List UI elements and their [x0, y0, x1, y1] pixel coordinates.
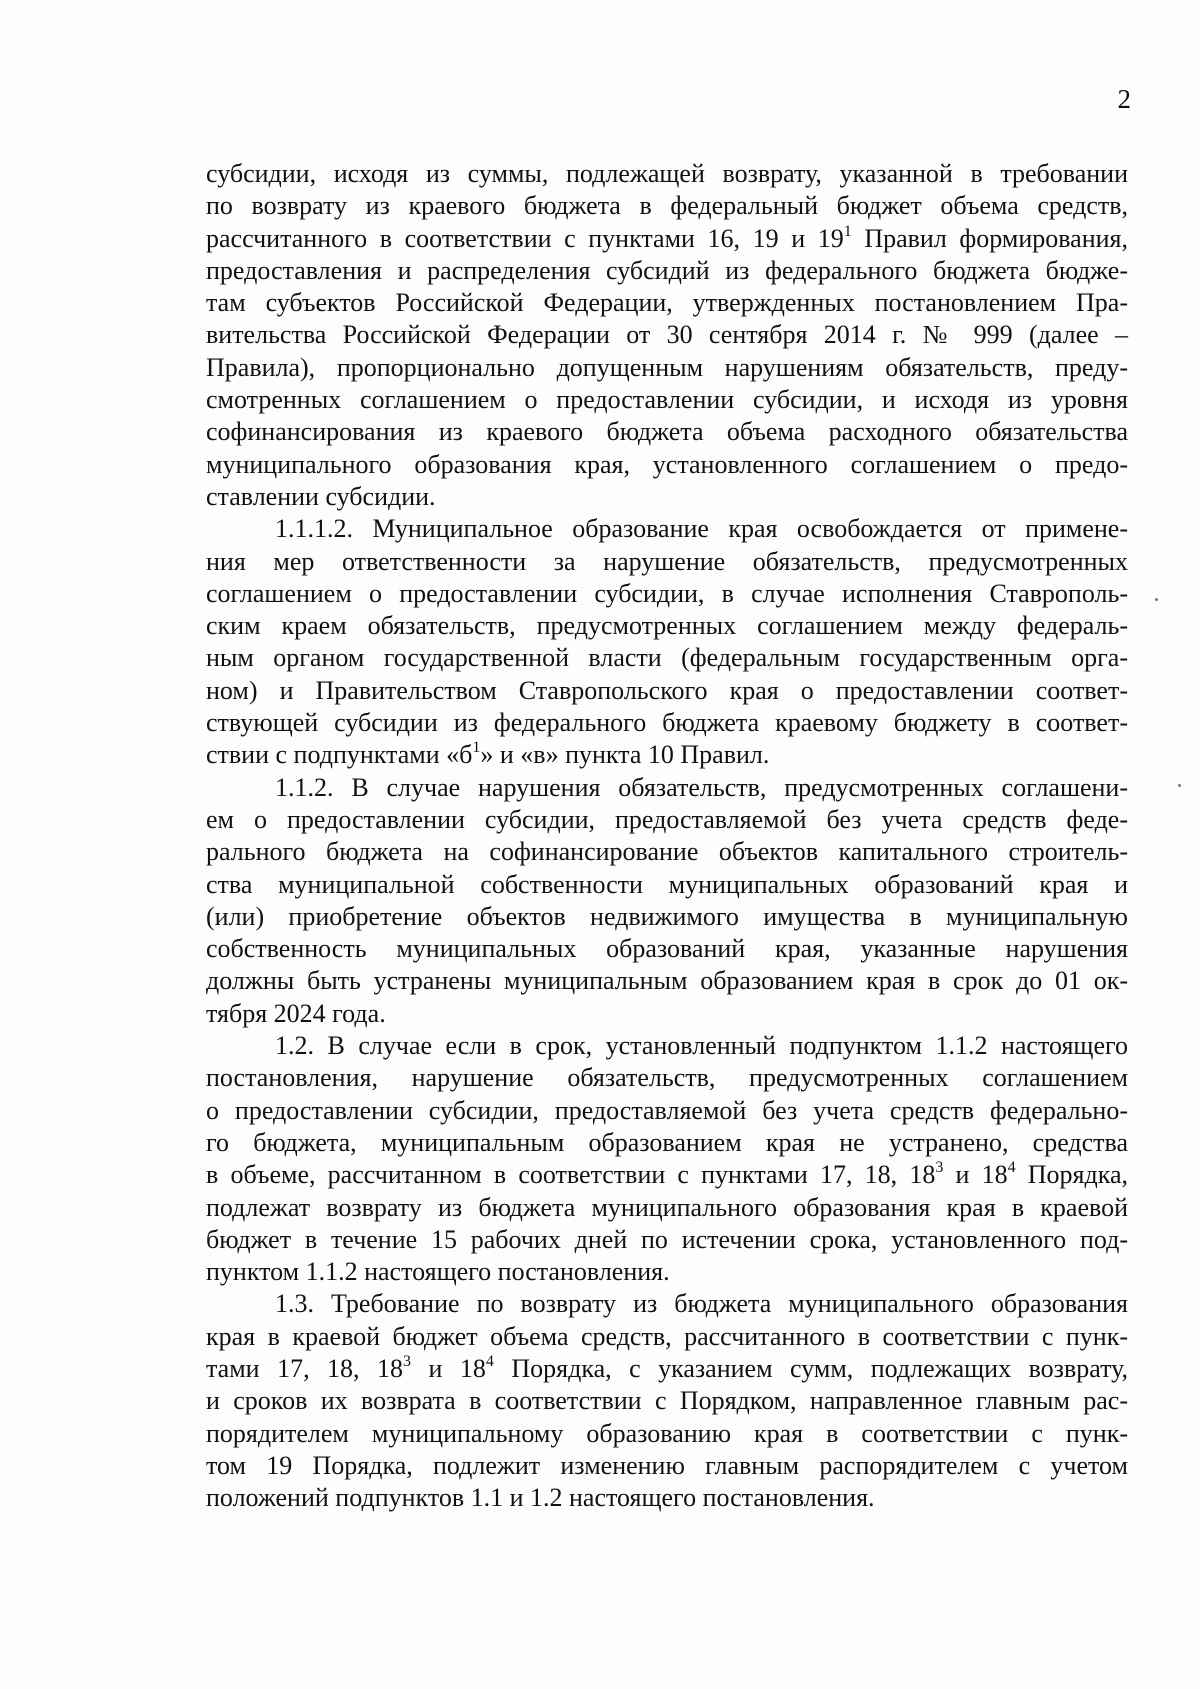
superscript: 3	[935, 1159, 944, 1177]
text-line	[206, 158, 1128, 190]
line-text: ставлении субсидии.	[206, 481, 436, 511]
line-text: 1.3. Требование по возврату из бюджета муниципального образования	[275, 1289, 1128, 1319]
line-text: Порядка,	[1015, 1160, 1128, 1190]
text-line	[206, 1288, 1128, 1320]
body-text	[206, 158, 1128, 1514]
line-text: постановления, нарушение обязательств, предусмотренных соглашением	[206, 1063, 1128, 1093]
text-line	[206, 901, 1128, 933]
line-text: том 19 Порядка, подлежит изменению главным распорядителем с учетом	[206, 1450, 1128, 1480]
line-text: ства муниципальной собственности муниципальных образований края и	[206, 869, 1128, 899]
line-text: ния мер ответственности за нарушение обязательств, предусмотренных	[206, 546, 1128, 576]
line-text: должны быть устранены муниципальным образованием края в срок до 01 ок-	[206, 966, 1128, 996]
text-line	[206, 1192, 1128, 1224]
line-text: 1.1.1.2. Муниципальное образование края освобождается от примене-	[275, 514, 1128, 544]
line-text: софинансирования из краевого бюджета объема расходного обязательства	[206, 417, 1128, 447]
scan-speck	[1155, 598, 1158, 601]
line-text: положений подпунктов 1.1 и 1.2 настоящего постановления.	[206, 1483, 875, 1513]
text-line	[206, 1385, 1128, 1417]
text-line	[206, 642, 1128, 674]
line-text: субсидии, исходя из суммы, подлежащей возврату, указанной в требовании	[206, 159, 1128, 188]
line-text: предоставления и распределения субсидий из федерального бюджета бюдже-	[206, 255, 1128, 285]
superscript: 4	[485, 1352, 494, 1370]
text-line	[206, 1224, 1128, 1256]
line-text: рального бюджета на софинансирование объектов капитального строитель-	[206, 837, 1128, 867]
text-line	[206, 513, 1128, 545]
text-line	[206, 1062, 1128, 1094]
text-line	[206, 1353, 1128, 1385]
line-text: и 18	[411, 1353, 486, 1383]
line-text: ным органом государственной власти (федеральным государственным орга-	[206, 643, 1128, 673]
line-text: 1.2. В случае если в срок, установленный подпунктом 1.1.2 настоящего	[275, 1031, 1128, 1061]
line-text: (или) приобретение объектов недвижимого имущества в муниципальную	[206, 901, 1128, 931]
line-text: там субъектов Российской Федерации, утвержденных постановлением Пра-	[206, 288, 1128, 318]
line-text: порядителем муниципальному образованию края в соответствии с пунк-	[206, 1418, 1128, 1448]
line-text: по возврату из краевого бюджета в федеральный бюджет объема средств,	[206, 191, 1128, 221]
text-line	[206, 1159, 1128, 1191]
text-line	[206, 739, 1128, 771]
text-line	[206, 1450, 1128, 1482]
line-text: вительства Российской Федерации от 30 сентября 2014 г. № 999 (далее –	[206, 320, 1128, 350]
line-text: тами 17, 18, 18	[206, 1353, 404, 1383]
line-text: рассчитанного в соответствии с пунктами 16, 19 и 19	[206, 223, 844, 253]
scan-speck	[1178, 784, 1181, 787]
line-text: муниципального образования края, установленного соглашением о предо-	[206, 449, 1128, 479]
superscript: 3	[403, 1352, 412, 1370]
text-line	[206, 1418, 1128, 1450]
text-line	[206, 804, 1128, 836]
line-text: в объеме, рассчитанном в соответствии с пунктами 17, 18, 18	[206, 1160, 936, 1190]
line-text: пунктом 1.1.2 настоящего постановления.	[206, 1257, 670, 1287]
page-number: 2	[1117, 84, 1131, 114]
text-line	[206, 190, 1128, 222]
text-line	[206, 287, 1128, 319]
line-text: Правила), пропорционально допущенным нарушениям обязательств, преду-	[206, 352, 1128, 382]
text-line	[206, 869, 1128, 901]
line-text: собственность муниципальных образований края, указанные нарушения	[206, 934, 1128, 964]
text-line	[206, 1127, 1128, 1159]
line-text: ствующей субсидии из федерального бюджета краевому бюджету в соответ-	[206, 708, 1128, 738]
text-line	[206, 546, 1128, 578]
superscript: 1	[843, 222, 852, 240]
text-line	[206, 384, 1128, 416]
text-line	[206, 675, 1128, 707]
line-text: ствии с подпунктами «б	[206, 740, 473, 770]
superscript: 4	[1007, 1159, 1016, 1177]
line-text: ном) и Правительством Ставропольского края о предоставлении соответ-	[206, 675, 1128, 705]
text-line	[206, 1321, 1128, 1353]
line-text: 1.1.2. В случае нарушения обязательств, предусмотренных соглашени-	[275, 772, 1128, 802]
text-line	[206, 255, 1128, 287]
text-line	[206, 1482, 1128, 1514]
text-line	[206, 416, 1128, 448]
text-line	[206, 933, 1128, 965]
text-line	[206, 836, 1128, 868]
text-line	[206, 965, 1128, 997]
line-text: подлежат возврату из бюджета муниципального образования края в краевой	[206, 1192, 1128, 1222]
text-line	[206, 1030, 1128, 1062]
line-text: го бюджета, муниципальным образованием края не устранено, средства	[206, 1127, 1128, 1157]
text-line	[206, 578, 1128, 610]
line-text: смотренных соглашением о предоставлении субсидии, и исходя из уровня	[206, 385, 1128, 415]
text-line	[206, 449, 1128, 481]
text-line	[206, 707, 1128, 739]
text-line	[206, 998, 1128, 1030]
text-line	[206, 352, 1128, 384]
line-text: Порядка, с указанием сумм, подлежащих возврату,	[493, 1353, 1128, 1383]
line-text: ским краем обязательств, предусмотренных соглашением между федераль-	[206, 611, 1128, 641]
line-text: тября 2024 года.	[206, 998, 386, 1028]
text-line	[206, 610, 1128, 642]
text-line	[206, 319, 1128, 351]
line-text: » и «в» пункта 10 Правил.	[480, 740, 770, 770]
line-text: края в краевой бюджет объема средств, рассчитанного в соответствии с пунк-	[206, 1321, 1128, 1351]
line-text: Правил формирования,	[851, 223, 1128, 253]
line-text: ем о предоставлении субсидии, предоставляемой без учета средств феде-	[206, 804, 1128, 834]
line-text: соглашением о предоставлении субсидии, в случае исполнения Ставрополь-	[206, 578, 1128, 608]
text-line	[206, 772, 1128, 804]
line-text: бюджет в течение 15 рабочих дней по истечении срока, установленного под-	[206, 1224, 1128, 1254]
line-text: и сроков их возврата в соответствии с Порядком, направленное главным рас-	[206, 1386, 1128, 1416]
line-text: о предоставлении субсидии, предоставляемой без учета средств федерально-	[206, 1095, 1128, 1125]
text-line	[206, 1095, 1128, 1127]
text-line	[206, 481, 1128, 513]
text-line	[206, 1256, 1128, 1288]
text-line	[206, 223, 1128, 255]
line-text: и 18	[943, 1160, 1008, 1190]
superscript: 1	[472, 739, 481, 757]
